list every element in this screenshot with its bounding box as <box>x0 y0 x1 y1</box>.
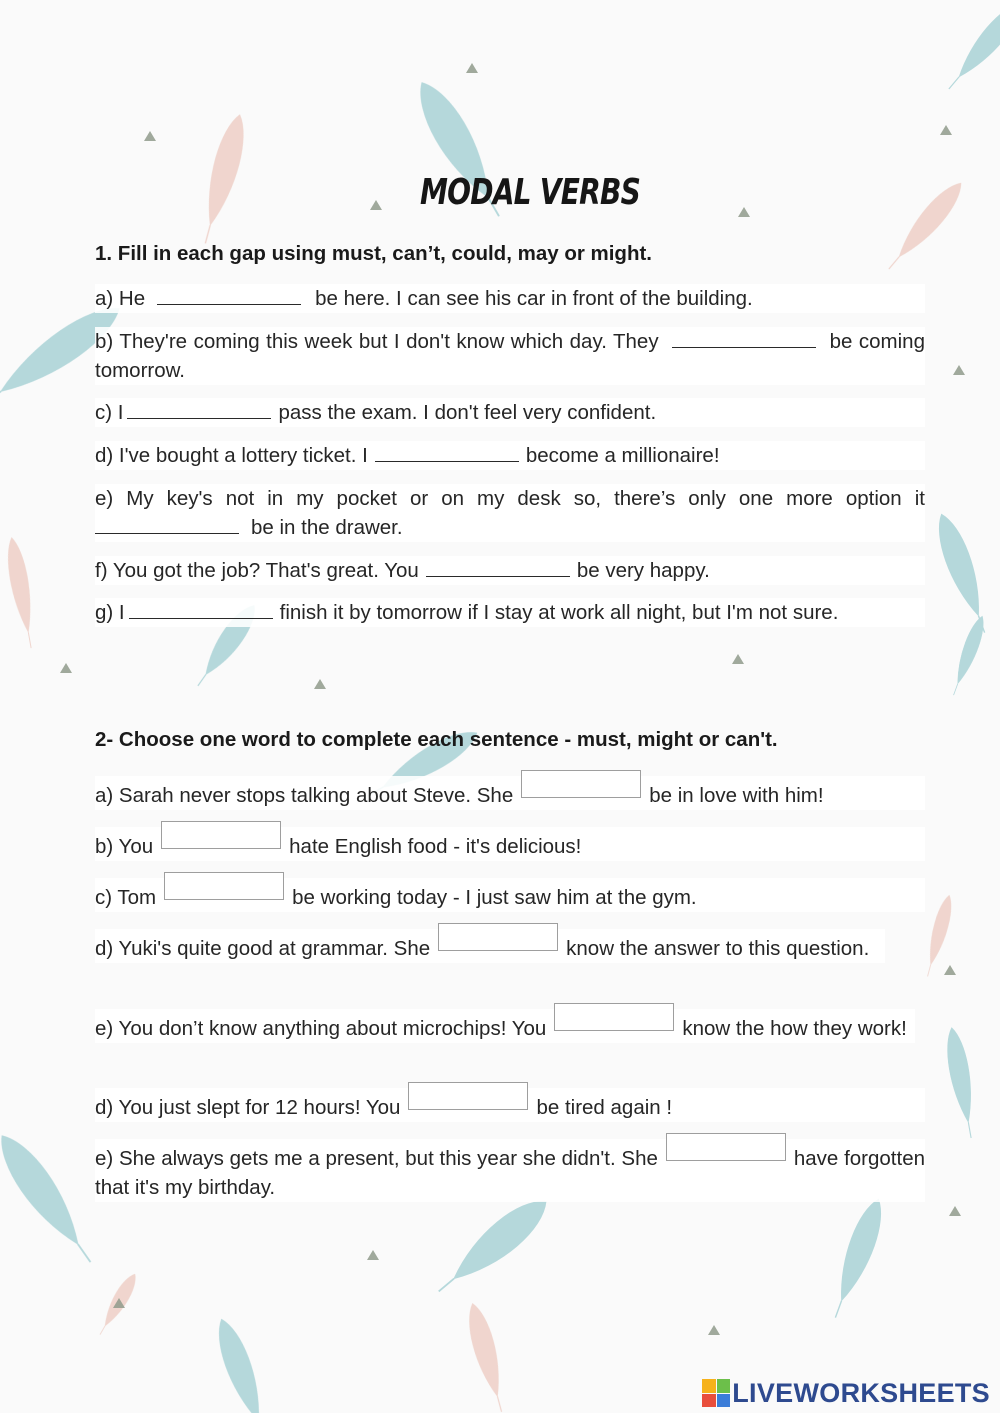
s1-item-f: f) You got the job? That's great. You be very happy. <box>95 556 925 585</box>
s2-item-c: c) Tom be working today - I just saw him at the gym. <box>95 878 925 912</box>
answer-input-d[interactable] <box>438 923 558 951</box>
answer-input-b[interactable] <box>161 821 281 849</box>
s2-item-b: b) You hate English food - it's delicious! <box>95 827 925 861</box>
liveworksheets-logo <box>702 1378 990 1408</box>
blank <box>129 598 273 619</box>
s1-item-d: d) I've bought a lottery ticket. I become a millionaire! <box>95 441 925 470</box>
s1-item-g: g) I finish it by tomorrow if I stay at work all night, but I'm not sure. <box>95 598 925 627</box>
logo-text: LIVEWORKSHEETS <box>732 1377 990 1408</box>
s2-item-e2: e) She always gets me a present, but this year she didn't. She have forgotten that it's my birthday. <box>95 1139 925 1202</box>
blank <box>672 327 816 348</box>
s1-item-e: e) My key's not in my pocket or on my desk so, there’s only one more option it be in the drawer. <box>95 484 925 542</box>
s1-item-a: a) He be here. I can see his car in front of the building. <box>95 284 925 313</box>
blank <box>375 441 519 462</box>
answer-input-c[interactable] <box>164 872 284 900</box>
answer-input-a[interactable] <box>521 770 641 798</box>
page-title: MODAL VERBS <box>419 172 641 213</box>
s1-item-c: c) I pass the exam. I don't feel very confident. <box>95 398 925 427</box>
blank <box>157 284 301 305</box>
logo-mark-icon <box>702 1379 730 1407</box>
s2-item-d: d) Yuki's quite good at grammar. She know the answer to this question. <box>95 929 885 963</box>
s2-item-d2: d) You just slept for 12 hours! You be tired again ! <box>95 1088 925 1122</box>
section1-heading: 1. Fill in each gap using must, can’t, could, may or might. <box>95 242 653 265</box>
answer-input-e2[interactable] <box>666 1133 786 1161</box>
blank <box>95 513 239 534</box>
answer-input-e[interactable] <box>554 1003 674 1031</box>
section2-heading: 2- Choose one word to complete each sentence - must, might or can't. <box>95 728 778 751</box>
answer-input-d2[interactable] <box>408 1082 528 1110</box>
blank <box>127 398 271 419</box>
s2-item-e: e) You don’t know anything about microchips! You know the how they work! <box>95 1009 915 1043</box>
s1-item-b: b) They're coming this week but I don't know which day. They be coming tomorrow. <box>95 327 925 385</box>
blank <box>426 556 570 577</box>
s2-item-a: a) Sarah never stops talking about Steve. She be in love with him! <box>95 776 925 810</box>
